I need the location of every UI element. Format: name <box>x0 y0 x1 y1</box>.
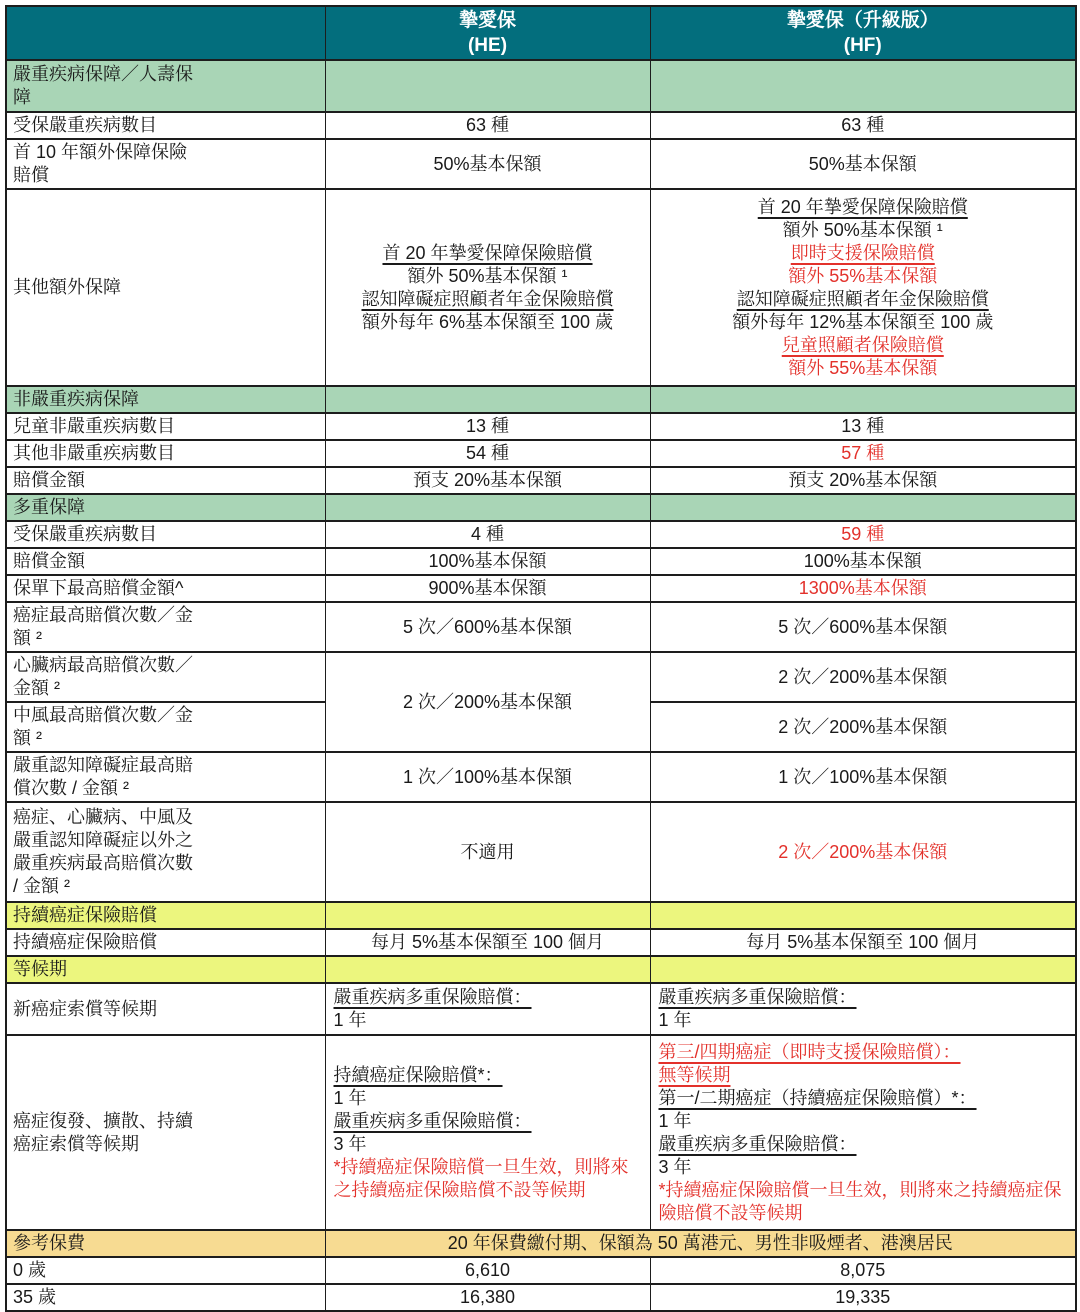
product-he-name: 摯愛保 <box>458 10 516 31</box>
he-value-merged: 2 次／200%基本保額 <box>325 652 650 752</box>
row-heart-max <box>6 652 1076 702</box>
text-line: 即時支援保險賠償 <box>790 242 935 263</box>
product-hf-code: (HF) <box>843 35 882 56</box>
text-line: 1 年 <box>333 1010 367 1030</box>
he-value: 13 種 <box>325 413 650 440</box>
row-premium-age0 <box>6 1257 1076 1284</box>
hf-value: 預支 20%基本保額 <box>650 467 1076 494</box>
row-other-ci-max <box>6 802 1076 902</box>
section-label <box>6 1230 325 1257</box>
text-line: 嚴重疾病多重保險賠償： <box>333 987 532 1007</box>
product-he-code: (HE) <box>467 35 508 56</box>
text-line: 首 20 年摯愛保障保險賠償 <box>382 242 593 263</box>
row-label: 賠償金額 <box>6 467 325 494</box>
hf-value: 1 次／100%基本保額 <box>650 752 1076 802</box>
row-label: 癌症最高賠償次數／金額 ² <box>6 602 325 652</box>
he-value: 4 種 <box>325 521 650 548</box>
text-line: 嚴重疾病多重保險賠償： <box>658 1133 857 1154</box>
row-child-minor-count <box>6 413 1076 440</box>
section-title: 非嚴重疾病保障 <box>13 389 139 409</box>
row-cancer-max <box>6 602 1076 652</box>
row-label: 新癌症索償等候期 <box>6 983 325 1035</box>
text-line: 認知障礙症照顧者年金保險賠償 <box>736 288 989 309</box>
row-label: 兒童非嚴重疾病數目 <box>6 413 325 440</box>
text-line: 額外每年 6%基本保額至 100 歲 <box>361 311 614 332</box>
text-line: 3 年 <box>658 1156 692 1177</box>
row-label: 首 10 年額外保障保險賠償 <box>6 139 325 189</box>
hf-value: 100%基本保額 <box>650 548 1076 575</box>
text-line: 1 年 <box>658 1110 692 1131</box>
row-label: 保單下最高賠償金額^ <box>6 575 325 602</box>
row-covered-ci-count <box>6 112 1076 139</box>
header-empty-cell <box>6 6 325 60</box>
section-spacer <box>325 386 650 413</box>
text-line: *持續癌症保險賠償一旦生效，則將來之持續癌症保險賠償不設等候期 <box>658 1179 1062 1223</box>
hf-value: 5 次／600%基本保額 <box>650 602 1076 652</box>
text-line: *持續癌症保險賠償一旦生效，則將來之持續癌症保險賠償不設等候期 <box>333 1156 629 1200</box>
section-label <box>6 494 325 521</box>
he-value: 預支 20%基本保額 <box>325 467 650 494</box>
row-first10-extra <box>6 139 1076 189</box>
text-line: 額外 50%基本保額 ¹ <box>407 265 568 286</box>
row-other-minor-count <box>6 440 1076 467</box>
row-label: 35 歲 <box>6 1284 325 1311</box>
he-value: 1 次／100%基本保額 <box>325 752 650 802</box>
text-line: 首 20 年摯愛保障保險賠償 <box>757 196 968 217</box>
section-label <box>6 386 325 413</box>
he-value: 900%基本保額 <box>325 575 650 602</box>
he-value: 54 種 <box>325 440 650 467</box>
he-value: 6,610 <box>325 1257 650 1284</box>
section-spacer <box>650 956 1076 983</box>
text-line: 嚴重疾病多重保險賠償： <box>333 1110 532 1131</box>
text-line: 第一/二期癌症（持續癌症保險賠償）*： <box>658 1087 977 1108</box>
text-line: 第三/四期癌症（即時支援保險賠償）： <box>658 1041 961 1062</box>
section-title: 多重保障 <box>13 497 85 517</box>
section-spacer <box>650 902 1076 929</box>
row-max-total-benefit <box>6 575 1076 602</box>
row-label: 其他非嚴重疾病數目 <box>6 440 325 467</box>
section-spacer <box>325 60 650 112</box>
row-label: 持續癌症保險賠償 <box>6 929 325 956</box>
hf-value: 每月 5%基本保額至 100 個月 <box>650 929 1076 956</box>
hf-value <box>650 983 1076 1035</box>
section-title: 參考保費 <box>13 1233 85 1253</box>
hf-value <box>650 189 1076 386</box>
section-row-multiple <box>6 494 1076 521</box>
section-label <box>6 60 325 112</box>
he-value: 63 種 <box>325 112 650 139</box>
row-label: 中風最高賠償次數／金額 ² <box>6 702 325 752</box>
text-line: 額外 55%基本保額 <box>788 357 938 378</box>
he-value: 100%基本保額 <box>325 548 650 575</box>
row-multi-benefit <box>6 548 1076 575</box>
section-row-waiting <box>6 956 1076 983</box>
row-multi-covered-count <box>6 521 1076 548</box>
text-line: 持續癌症保險賠償*： <box>333 1064 503 1085</box>
text-line: 無等候期 <box>658 1064 731 1085</box>
section-row-minor <box>6 386 1076 413</box>
he-value: 50%基本保額 <box>325 139 650 189</box>
header-product-hf <box>650 6 1076 60</box>
row-label: 癌症復發、擴散、持續癌症索償等候期 <box>6 1035 325 1230</box>
row-continuous-cancer <box>6 929 1076 956</box>
product-hf-name: 摯愛保（升級版） <box>786 10 939 31</box>
hf-value: 57 種 <box>650 440 1076 467</box>
hf-value: 2 次／200%基本保額 <box>650 702 1076 752</box>
hf-value: 8,075 <box>650 1257 1076 1284</box>
row-dementia-max <box>6 752 1076 802</box>
header-product-he <box>325 6 650 60</box>
hf-value: 2 次／200%基本保額 <box>650 652 1076 702</box>
text-line: 1 年 <box>333 1087 367 1108</box>
hf-value: 2 次／200%基本保額 <box>650 802 1076 902</box>
he-value <box>325 983 650 1035</box>
text-line: 3 年 <box>333 1133 367 1154</box>
text-line: 1 年 <box>658 1010 692 1030</box>
row-relapse-wait <box>6 1035 1076 1230</box>
section-spacer <box>650 494 1076 521</box>
premium-note: 20 年保費繳付期、保額為 50 萬港元、男性非吸煙者、港澳居民 <box>325 1230 1076 1257</box>
row-label: 癌症、心臟病、中風及嚴重認知障礙症以外之嚴重疾病最高賠償次數 / 金額 ² <box>6 802 325 902</box>
section-label <box>6 956 325 983</box>
row-label: 嚴重認知障礙症最高賠償次數 / 金額 ² <box>6 752 325 802</box>
row-other-extra <box>6 189 1076 386</box>
hf-value <box>650 1035 1076 1230</box>
hf-value: 63 種 <box>650 112 1076 139</box>
comparison-table <box>5 5 1077 1312</box>
he-value <box>325 189 650 386</box>
text-line: 額外 55%基本保額 <box>788 265 938 286</box>
row-label: 受保嚴重疾病數目 <box>6 521 325 548</box>
hf-value: 1300%基本保額 <box>650 575 1076 602</box>
row-label: 0 歲 <box>6 1257 325 1284</box>
row-label: 心臟病最高賠償次數／金額 ² <box>6 652 325 702</box>
hf-value: 59 種 <box>650 521 1076 548</box>
he-value <box>325 1035 650 1230</box>
he-value: 16,380 <box>325 1284 650 1311</box>
section-title: 等候期 <box>13 959 67 979</box>
hf-value: 19,335 <box>650 1284 1076 1311</box>
he-value: 5 次／600%基本保額 <box>325 602 650 652</box>
section-spacer <box>325 494 650 521</box>
table-header-row <box>6 6 1076 60</box>
row-label: 賠償金額 <box>6 548 325 575</box>
he-value: 不適用 <box>325 802 650 902</box>
hf-value: 13 種 <box>650 413 1076 440</box>
text-line: 兒童照顧者保險賠償 <box>781 334 944 355</box>
row-premium-age35 <box>6 1284 1076 1311</box>
text-line: 額外每年 12%基本保額至 100 歲 <box>732 311 994 332</box>
row-label: 其他額外保障 <box>6 189 325 386</box>
section-row-critical-life <box>6 60 1076 112</box>
text-line: 認知障礙症照顧者年金保險賠償 <box>361 288 614 309</box>
row-minor-benefit <box>6 467 1076 494</box>
hf-value: 50%基本保額 <box>650 139 1076 189</box>
he-value: 每月 5%基本保額至 100 個月 <box>325 929 650 956</box>
section-title: 持續癌症保險賠償 <box>13 905 157 925</box>
section-spacer <box>325 956 650 983</box>
row-new-cancer-wait <box>6 983 1076 1035</box>
section-row-continuous-cancer <box>6 902 1076 929</box>
section-spacer <box>325 902 650 929</box>
section-title: 嚴重疾病保障／人壽保障 <box>13 64 193 107</box>
text-line: 額外 50%基本保額 ¹ <box>782 219 943 240</box>
section-spacer <box>650 386 1076 413</box>
section-label <box>6 902 325 929</box>
row-label: 受保嚴重疾病數目 <box>6 112 325 139</box>
text-line: 嚴重疾病多重保險賠償： <box>658 987 857 1007</box>
section-row-premium <box>6 1230 1076 1257</box>
section-spacer <box>650 60 1076 112</box>
